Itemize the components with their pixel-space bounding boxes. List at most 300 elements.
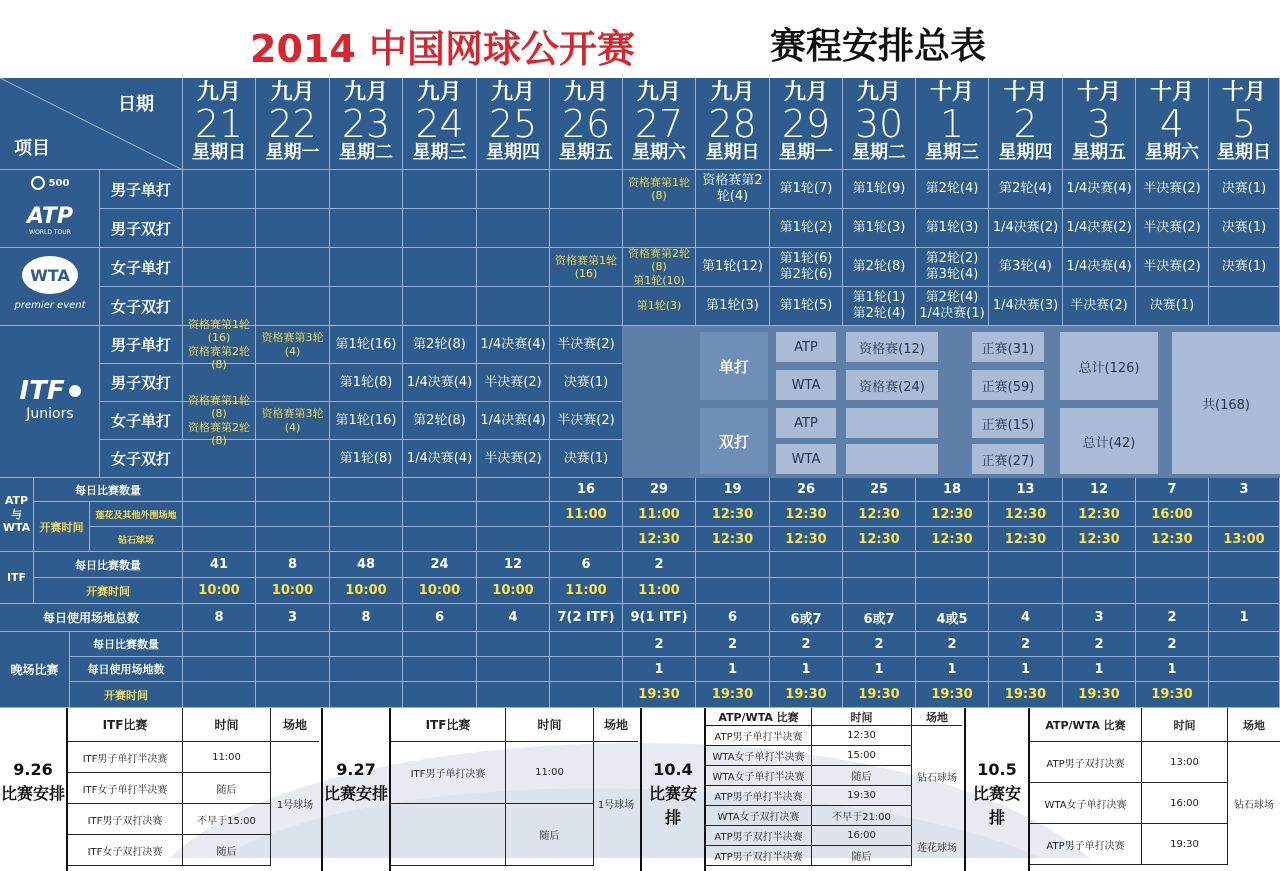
- summary-atp-d: ATP: [776, 408, 836, 438]
- event-itf-ws: 女子单打: [100, 402, 183, 440]
- itf-start-time: [989, 578, 1063, 604]
- grid-cell: [330, 248, 403, 287]
- aw-diamond-time: [550, 527, 623, 552]
- match-entry: 决赛(1): [1149, 298, 1195, 314]
- match-entry: 第2轮(4): [925, 290, 979, 306]
- grid-cell: [183, 318, 256, 371]
- itf-start-time: 11:00: [623, 578, 696, 604]
- match-entry: 决赛(1): [1221, 220, 1267, 236]
- night-start-time: 19:30: [1136, 682, 1209, 708]
- aw-matches-cell: 25: [843, 478, 916, 502]
- date-weekday: 星期日: [705, 142, 760, 163]
- date-month: 九月: [343, 80, 388, 105]
- match-entry: 1/4决赛(4): [406, 450, 473, 466]
- atp-logo-cell: [0, 170, 100, 248]
- date-header: [916, 78, 989, 170]
- date-weekday: 星期五: [1072, 142, 1126, 163]
- night-matches-cell: [403, 632, 477, 657]
- detail-time: 不早于15:00: [183, 804, 271, 835]
- night-matches-label: 每日比赛数量: [70, 632, 183, 657]
- aw-lotus-time: 12:30: [843, 502, 916, 527]
- match-entry: 资格赛第2轮(8): [188, 344, 250, 371]
- title-red: 2014 中国网球公开赛: [250, 27, 635, 71]
- aw-side-label: [0, 478, 34, 552]
- aw-diamond-label: 钻石球场: [90, 527, 183, 552]
- aw-matches-cell: 16: [550, 478, 623, 502]
- summary-total-s: 总计(126): [1060, 332, 1158, 400]
- d104-h2: 时间: [812, 708, 912, 726]
- date-header: [1209, 78, 1280, 170]
- grid-cell: [1063, 170, 1136, 209]
- match-entry: 第1轮(3): [852, 220, 906, 236]
- match-entry: 第2轮(4): [999, 181, 1052, 197]
- match-entry: 第2轮(8): [413, 412, 466, 428]
- match-entry: 半决赛(2): [1143, 259, 1201, 275]
- grid-cell: [183, 248, 256, 287]
- date-header: [623, 78, 696, 170]
- d105-label: 比赛安排: [972, 784, 1021, 827]
- itf-name: ITF: [19, 376, 65, 406]
- detail-time: 16:00: [812, 826, 912, 846]
- d927-h1: ITF比赛: [391, 708, 506, 742]
- aw-lotus-time: 12:30: [770, 502, 843, 527]
- match-entry: 半决赛(2): [1070, 298, 1128, 314]
- detail-time: 16:00: [1142, 783, 1228, 824]
- aw-lotus-time: 12:30: [696, 502, 770, 527]
- aw-matches-label: 每日比赛数量: [34, 478, 183, 502]
- aw-side-c: WTA: [2, 521, 31, 535]
- summary-grand: 共(168): [1172, 332, 1280, 474]
- aw-diamond-time: [256, 527, 330, 552]
- summary-wta-s: WTA: [776, 370, 836, 400]
- date-month: 九月: [636, 80, 681, 105]
- atp-name: ATP: [26, 204, 74, 229]
- summary-doubles: 双打: [700, 408, 768, 474]
- aw-matches-cell: [477, 478, 550, 502]
- night-matches-cell: 2: [696, 632, 770, 657]
- wta-sub: premier event: [14, 300, 86, 311]
- courts-cell: 6或7: [843, 604, 916, 632]
- grid-cell: [1209, 170, 1280, 209]
- detail-time: 随后: [812, 766, 912, 786]
- match-entry: 半决赛(2): [1143, 181, 1201, 197]
- match-entry: 第1轮(5): [779, 298, 833, 314]
- match-entry: 资格赛第1轮(16): [188, 318, 250, 345]
- match-entry: 决赛(1): [1221, 181, 1267, 197]
- match-entry: 半决赛(2): [557, 336, 615, 352]
- tennis-ball-icon: [31, 176, 45, 190]
- night-matches-cell: 2: [989, 632, 1063, 657]
- match-entry: 第1轮(2): [779, 220, 833, 236]
- atp-sub: WORLD TOUR: [29, 229, 71, 236]
- grid-cell: [989, 170, 1063, 209]
- summary-empty-1: [846, 408, 938, 438]
- date-month: 九月: [196, 80, 241, 105]
- grid-cell: [623, 170, 696, 209]
- match-entry: 第1轮(7): [779, 181, 833, 197]
- summary-main-d-wta: 正赛(27): [972, 444, 1044, 474]
- aw-lotus-time: [256, 502, 330, 527]
- date-day: 24: [415, 102, 464, 146]
- grid-cell: [1063, 287, 1136, 326]
- detail-match: ATP男子单打半决赛: [706, 786, 812, 806]
- grid-cell: [843, 170, 916, 209]
- grid-cell: [477, 248, 550, 287]
- grid-cell: [477, 287, 550, 326]
- match-entry: 第1轮(3): [925, 220, 979, 236]
- night-start-time: 19:30: [989, 682, 1063, 708]
- grid-cell: [256, 364, 330, 402]
- night-courts-cell: 1: [623, 657, 696, 682]
- item-label: 项目: [14, 138, 50, 159]
- d926-date-block: [0, 758, 66, 806]
- grid-cell: [770, 287, 843, 326]
- night-start-time: 19:30: [1063, 682, 1136, 708]
- summary-wta-d: WTA: [776, 444, 836, 474]
- night-start-time: [183, 682, 256, 708]
- grid-cell: [623, 248, 696, 287]
- grid-cell: [330, 170, 403, 209]
- grid-cell: [770, 170, 843, 209]
- grid-cell: [1136, 248, 1209, 287]
- grid-cell: [183, 394, 256, 447]
- aw-diamond-time: 12:30: [1063, 527, 1136, 552]
- summary-singles: 单打: [700, 332, 768, 400]
- aw-matches-cell: [403, 478, 477, 502]
- grid-cell: [1063, 209, 1136, 248]
- match-entry: 第1轮(10): [633, 273, 685, 287]
- grid-cell: [330, 326, 403, 364]
- date-weekday: 星期一: [265, 142, 320, 163]
- date-day: 26: [561, 102, 611, 146]
- date-header: [183, 78, 256, 170]
- atp-badge: 500: [48, 177, 70, 189]
- itf-start-time: [1136, 578, 1209, 604]
- grid-cell: [477, 170, 550, 209]
- date-header: [477, 78, 550, 170]
- detail-match: ATP男子双打半决赛: [706, 826, 812, 846]
- title-bar: [0, 0, 1280, 78]
- grid-cell: [989, 209, 1063, 248]
- date-month: 十月: [1149, 80, 1194, 105]
- match-entry: 资格赛第2轮(8): [628, 247, 690, 274]
- night-start-time: [330, 682, 403, 708]
- d927-date-block: [323, 758, 389, 806]
- aw-diamond-time: 12:30: [843, 527, 916, 552]
- grid-cell: [330, 209, 403, 248]
- grid-cell: [916, 209, 989, 248]
- match-entry: 第1轮(9): [852, 181, 906, 197]
- night-courts-cell: 1: [1136, 657, 1209, 682]
- itf-start-time: 10:00: [330, 578, 403, 604]
- d105-date: 10.5: [977, 760, 1017, 779]
- event-wta-wd: 女子双打: [100, 287, 183, 326]
- aw-matches-cell: 7: [1136, 478, 1209, 502]
- match-entry: 1/4决赛(4): [1066, 181, 1132, 197]
- aw-matches-cell: 12: [1063, 478, 1136, 502]
- d926-h1: ITF比赛: [68, 708, 183, 742]
- itf-matches-cell: 6: [550, 552, 623, 578]
- date-day: 23: [341, 102, 391, 146]
- grid-cell: [696, 248, 770, 287]
- night-start-time: [477, 682, 550, 708]
- d927-h3: 场地: [594, 708, 638, 742]
- grid-cell: [550, 170, 623, 209]
- grid-cell: [330, 402, 403, 440]
- aw-lotus-time: [403, 502, 477, 527]
- summary-total-d: 总计(42): [1060, 408, 1158, 474]
- night-start-time: 19:30: [696, 682, 770, 708]
- detail-time: 不早于21:00: [812, 806, 912, 826]
- aw-lotus-time: 12:30: [916, 502, 989, 527]
- itf-start-time: 10:00: [256, 578, 330, 604]
- grid-cell: [550, 248, 623, 287]
- date-header: [696, 78, 770, 170]
- courts-cell: 6或7: [770, 604, 843, 632]
- grid-cell: [696, 170, 770, 209]
- match-entry: 资格赛第3轮(4): [261, 331, 324, 358]
- courts-cell: 8: [330, 604, 403, 632]
- title-black: 赛程安排总表: [770, 26, 987, 67]
- night-start-label: 开赛时间: [70, 682, 183, 708]
- night-side-label: 晚场比赛: [0, 632, 70, 708]
- grid-cell: [330, 287, 403, 326]
- match-entry: 1/4决赛(2): [992, 220, 1059, 236]
- date-month: 十月: [1221, 80, 1266, 105]
- aw-diamond-time: [477, 527, 550, 552]
- grid-cell: [1136, 287, 1209, 326]
- detail-time: 随后: [812, 846, 912, 866]
- wta-name: WTA: [22, 256, 78, 294]
- detail-match: ITF男子单打半决赛: [68, 742, 183, 773]
- night-courts-label: 每日使用场地数: [70, 657, 183, 682]
- night-start-time: 19:30: [843, 682, 916, 708]
- grid-cell: [550, 287, 623, 326]
- itf-matches-cell: 2: [623, 552, 696, 578]
- date-day: 27: [634, 102, 684, 146]
- night-start-time: [256, 682, 330, 708]
- grid-cell: [256, 248, 330, 287]
- grid-cell: [256, 170, 330, 209]
- date-header: [770, 78, 843, 170]
- night-matches-cell: [1209, 632, 1280, 657]
- night-courts-cell: [183, 657, 256, 682]
- match-entry: 第2轮(8): [413, 336, 466, 352]
- grid-cell: [1136, 209, 1209, 248]
- date-month: 九月: [270, 80, 315, 105]
- date-weekday: 星期三: [925, 142, 979, 163]
- date-month: 九月: [490, 80, 535, 105]
- summary-qual-atp: 资格赛(12): [846, 332, 938, 362]
- summary-main-s-wta: 正赛(59): [972, 370, 1044, 400]
- detail-match: ITF女子单打半决赛: [68, 773, 183, 804]
- night-courts-cell: 1: [770, 657, 843, 682]
- match-entry: 第1轮(8): [339, 374, 393, 390]
- summary-main-d-atp: 正赛(15): [972, 408, 1044, 438]
- match-entry: 1/4决赛(3): [992, 298, 1059, 314]
- night-start-time: [1209, 682, 1280, 708]
- aw-matches-cell: 3: [1209, 478, 1280, 502]
- detail-match: ATP男子单打决赛: [1030, 824, 1142, 865]
- grid-cell: [843, 209, 916, 248]
- daily-detail-section: [0, 708, 1280, 871]
- itf-matches-cell: 41: [183, 552, 256, 578]
- grid-cell: [403, 248, 477, 287]
- itf-start-time: 10:00: [477, 578, 550, 604]
- aw-diamond-time: [183, 527, 256, 552]
- grid-cell: [550, 402, 623, 440]
- grid-cell: [477, 364, 550, 402]
- grid-cell: [916, 170, 989, 209]
- grid-cell: [403, 364, 477, 402]
- grid-cell: [403, 287, 477, 326]
- aw-diamond-time: 12:30: [770, 527, 843, 552]
- detail-time: 随后: [506, 804, 594, 866]
- detail-time: 12:30: [812, 726, 912, 746]
- detail-match: [391, 804, 506, 866]
- night-matches-cell: 2: [1136, 632, 1209, 657]
- detail-match: WTA女子单打半决赛: [706, 746, 812, 766]
- night-courts-cell: [256, 657, 330, 682]
- date-weekday: 星期一: [779, 142, 833, 163]
- courts-label: 每日使用场地总数: [0, 604, 183, 632]
- date-header: [256, 78, 330, 170]
- courts-cell: 3: [256, 604, 330, 632]
- aw-diamond-time: [403, 527, 477, 552]
- aw-diamond-time: 12:30: [916, 527, 989, 552]
- itf-start-time: [770, 578, 843, 604]
- d104-date-block: [642, 758, 704, 830]
- night-matches-cell: 2: [770, 632, 843, 657]
- match-entry: 资格赛第2轮(4): [702, 173, 763, 204]
- date-header: [989, 78, 1063, 170]
- itf-start-time: [843, 578, 916, 604]
- courts-cell: 6: [403, 604, 477, 632]
- aw-diamond-time: 12:30: [1136, 527, 1209, 552]
- itf-logo-cell: [0, 326, 100, 478]
- match-entry: 1/4决赛(4): [480, 412, 546, 428]
- date-month: 九月: [783, 80, 828, 105]
- night-matches-cell: [550, 632, 623, 657]
- courts-cell: 4: [477, 604, 550, 632]
- atp-logo: [22, 176, 78, 236]
- itf-matches-cell: [696, 552, 770, 578]
- courts-cell: 4或5: [916, 604, 989, 632]
- date-header: [403, 78, 477, 170]
- detail-match: WTA女子双打决赛: [706, 806, 812, 826]
- event-itf-wd: 女子双打: [100, 440, 183, 478]
- itf-start-time: 11:00: [550, 578, 623, 604]
- grid-cell: [550, 209, 623, 248]
- itf-start-time: 10:00: [403, 578, 477, 604]
- match-entry: 第1轮(3): [636, 299, 682, 313]
- night-courts-cell: [330, 657, 403, 682]
- match-entry: 第2轮(4): [852, 306, 906, 321]
- summary-main-s-atp: 正赛(31): [972, 332, 1044, 362]
- match-entry: 第3轮(4): [999, 259, 1052, 275]
- itf-start-time: [1063, 578, 1136, 604]
- aw-lotus-time: 12:30: [1063, 502, 1136, 527]
- night-start-time: 19:30: [916, 682, 989, 708]
- match-entry: 资格赛第1轮(8): [188, 394, 250, 421]
- grid-cell: [916, 248, 989, 287]
- event-itf-ms: 男子单打: [100, 326, 183, 364]
- grid-cell: [477, 209, 550, 248]
- night-matches-cell: 2: [1063, 632, 1136, 657]
- date-day: 25: [488, 102, 538, 146]
- date-month: 十月: [1003, 80, 1048, 105]
- match-entry: 第3轮(4): [925, 267, 979, 282]
- grid-cell: [550, 326, 623, 364]
- courts-cell: 7(2 ITF): [550, 604, 623, 632]
- aw-lotus-label: 莲花及其他外围场地: [90, 502, 183, 527]
- night-start-time: [403, 682, 477, 708]
- itf-matches-cell: [843, 552, 916, 578]
- itf-logo: [0, 376, 100, 422]
- night-matches-cell: 2: [916, 632, 989, 657]
- grid-cell: [330, 364, 403, 402]
- summary-qual-wta: 资格赛(24): [846, 370, 938, 400]
- grid-cell: [1209, 248, 1280, 287]
- aw-lotus-time: 11:00: [623, 502, 696, 527]
- match-entry: 1/4决赛(4): [406, 374, 473, 390]
- match-entry: 决赛(1): [1221, 259, 1267, 275]
- night-matches-cell: [477, 632, 550, 657]
- d927-date: 9.27: [336, 760, 376, 779]
- event-atp-ms: 男子单打: [100, 170, 183, 209]
- date-weekday: 星期二: [852, 142, 906, 163]
- match-entry: 半决赛(2): [484, 450, 542, 466]
- grid-cell: [1136, 170, 1209, 209]
- d927-court: 1号球场: [597, 799, 635, 811]
- date-weekday: 星期六: [632, 142, 686, 163]
- date-day: 1: [939, 102, 965, 146]
- aw-lotus-time: [477, 502, 550, 527]
- night-courts-cell: [477, 657, 550, 682]
- d926-label: 比赛安排: [0, 784, 65, 803]
- itf-sub: Juniors: [26, 406, 74, 422]
- date-day: 29: [781, 102, 831, 146]
- match-entry: 决赛(1): [563, 450, 609, 466]
- d927-label: 比赛安排: [323, 784, 388, 803]
- night-matches-cell: [256, 632, 330, 657]
- aw-diamond-time: 12:30: [696, 527, 770, 552]
- match-entry: 资格赛第1轮(8): [628, 175, 690, 202]
- aw-lotus-time: [330, 502, 403, 527]
- date-day: 2: [1013, 102, 1038, 146]
- itf-matches-cell: 24: [403, 552, 477, 578]
- night-start-time: [550, 682, 623, 708]
- aw-diamond-time: 13:00: [1209, 527, 1280, 552]
- match-entry: 1/4决赛(4): [480, 336, 546, 352]
- courts-cell: 3: [1063, 604, 1136, 632]
- itf-matches-cell: [1136, 552, 1209, 578]
- schedule-board: [0, 78, 1280, 708]
- detail-match: ATP男子双打半决赛: [706, 846, 812, 866]
- date-month: 九月: [856, 80, 901, 105]
- match-entry: 资格赛第1轮(16): [555, 253, 617, 280]
- detail-time: 19:30: [812, 786, 912, 806]
- match-entry: 1/4决赛(2): [1066, 220, 1132, 236]
- courts-cell: 4: [989, 604, 1063, 632]
- grid-cell: [550, 440, 623, 478]
- night-start-time: 19:30: [623, 682, 696, 708]
- itf-matches-cell: [916, 552, 989, 578]
- header-corner: [0, 78, 183, 170]
- grid-cell: [477, 402, 550, 440]
- match-entry: 第1轮(6): [779, 251, 833, 267]
- date-month: 十月: [929, 80, 974, 105]
